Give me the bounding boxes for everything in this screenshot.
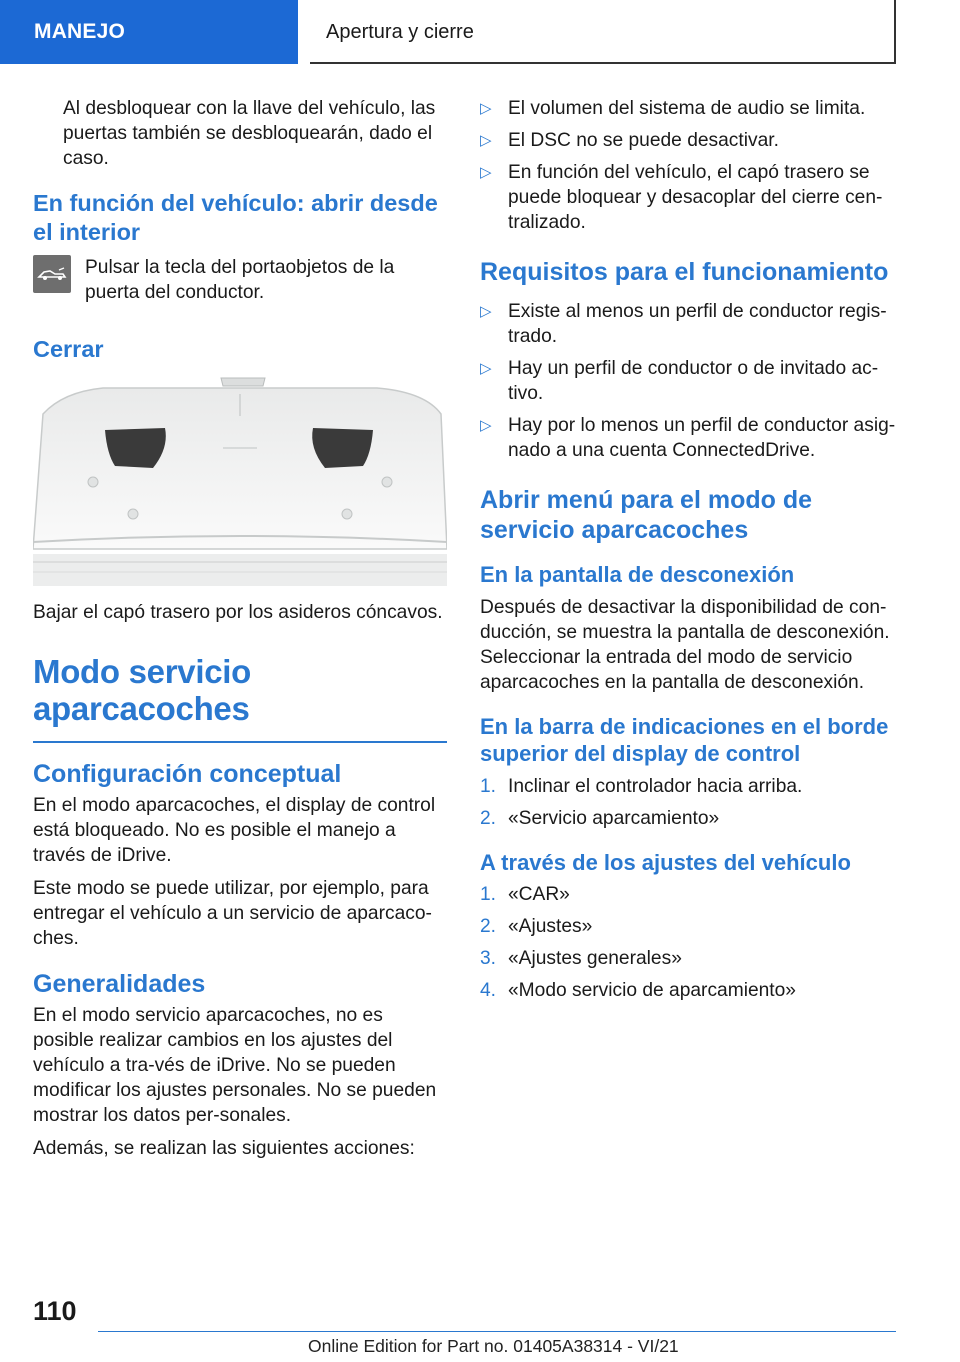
heading-pantalla: En la pantalla de desconexión <box>480 562 795 587</box>
step-text: «Servicio aparcamiento» <box>508 807 720 829</box>
list-item <box>480 806 896 831</box>
step-number: 3. <box>480 948 497 969</box>
heading-requisitos: Requisitos para el funcionamiento <box>480 258 889 286</box>
action-dsc: El DSC no se puede desactivar. <box>508 130 779 151</box>
step-text: «Modo servicio de aparcamiento» <box>508 980 796 1001</box>
general-paragraph-1: En el modo servicio aparcacoches, no es posible realizar cambios en los ajustes del vehículo a tra‐vés de iDrive. No se pueden modificar los ajustes personales. No se pueden mostrar los datos per‐sonales. <box>33 1005 437 1126</box>
interior-text: Pulsar la tecla del portaobjetos de la puerta del conductor. <box>85 257 395 303</box>
triangle-bullet-icon: ▷ <box>480 164 492 181</box>
triangle-bullet-icon: ▷ <box>480 360 492 377</box>
list-item <box>480 978 896 1003</box>
step-number: 2. <box>480 807 497 829</box>
action-trunk: En función del vehículo, el capó trasero se puede bloquear y desacoplar del cierre cen‐tralizado. <box>508 162 883 233</box>
requisito-1: Existe al menos un perfil de conductor regis‐trado. <box>508 301 887 347</box>
list-item <box>480 96 896 121</box>
right-column <box>480 96 896 1010</box>
heading-generalidades: Generalidades <box>33 970 206 998</box>
step-number: 1. <box>480 775 497 797</box>
list-item <box>480 774 896 799</box>
interior-instruction <box>33 255 447 305</box>
config-paragraph-2: Este modo se puede utilizar, por ejemplo, para entregar el vehículo a un servicio de aparcaco‐ches. <box>33 878 432 949</box>
list-item <box>480 299 896 349</box>
list-item <box>480 413 896 463</box>
heading-abrir-menu: Abrir menú para el modo de servicio aparcacoches <box>480 486 813 544</box>
list-item <box>480 356 896 406</box>
heading-barra: En la barra de indicaciones en el borde superior del display de control <box>480 713 889 766</box>
heading-configuracion: Configuración conceptual <box>33 760 342 788</box>
heading-cerrar: Cerrar <box>33 336 104 362</box>
requisito-3: Hay por lo menos un perfil de conductor asig‐nado a una cuenta ConnectedDrive. <box>508 415 896 461</box>
triangle-bullet-icon: ▷ <box>480 303 492 320</box>
footer-edition: Online Edition for Part no. 01405A38314 - VI/21 <box>308 1336 679 1356</box>
triangle-bullet-icon: ▷ <box>480 417 492 434</box>
general-paragraph-2: Además, se realizan las siguientes acciones: <box>33 1138 415 1159</box>
step-text: «CAR» <box>508 884 570 905</box>
list-item <box>480 914 896 939</box>
list-item <box>480 128 896 153</box>
heading-ajustes: A través de los ajustes del vehículo <box>480 849 851 875</box>
step-text: Inclinar el controlador hacia arriba. <box>508 775 803 797</box>
pantalla-paragraph: Después de desactivar la disponibilidad de con‐ducción, se muestra la pantalla de desconexión. Seleccionar la entrada del modo de servicio aparcacoches en la pantalla de desconexión. <box>480 596 890 693</box>
heading-interior: En función del vehículo: abrir desde el interior <box>33 190 438 245</box>
intro-paragraph: Al desbloquear con la llave del vehículo, las puertas también se desbloquearán, dado el caso. <box>63 98 436 169</box>
list-item <box>480 882 896 907</box>
heading-modo-servicio: Modo servicio aparcacoches <box>33 653 251 727</box>
header-chapter-title: Apertura y cierre <box>310 0 896 64</box>
step-number: 2. <box>480 916 497 937</box>
list-item <box>480 160 896 235</box>
step-number: 4. <box>480 980 497 1001</box>
triangle-bullet-icon: ▷ <box>480 132 492 149</box>
action-audio: El volumen del sistema de audio se limita. <box>508 98 866 119</box>
section-divider <box>33 741 447 743</box>
figure-caption: Bajar el capó trasero por los asideros cóncavos. <box>33 602 443 623</box>
trunk-lid-illustration <box>33 374 447 586</box>
step-text: «Ajustes» <box>508 916 593 937</box>
requisito-2: Hay un perfil de conductor o de invitado ac‐tivo. <box>508 358 879 404</box>
triangle-bullet-icon: ▷ <box>480 100 492 117</box>
step-text: «Ajustes generales» <box>508 948 682 969</box>
list-item <box>480 946 896 971</box>
left-column <box>33 96 447 1169</box>
footer-divider <box>98 1331 896 1332</box>
car-trunk-icon <box>33 255 71 293</box>
page-number: 110 <box>33 1296 77 1326</box>
config-paragraph-1: En el modo aparcacoches, el display de control está bloqueado. No es posible el manejo a través de iDrive. <box>33 795 436 866</box>
header-section-label: MANEJO <box>0 0 298 64</box>
step-number: 1. <box>480 884 497 905</box>
